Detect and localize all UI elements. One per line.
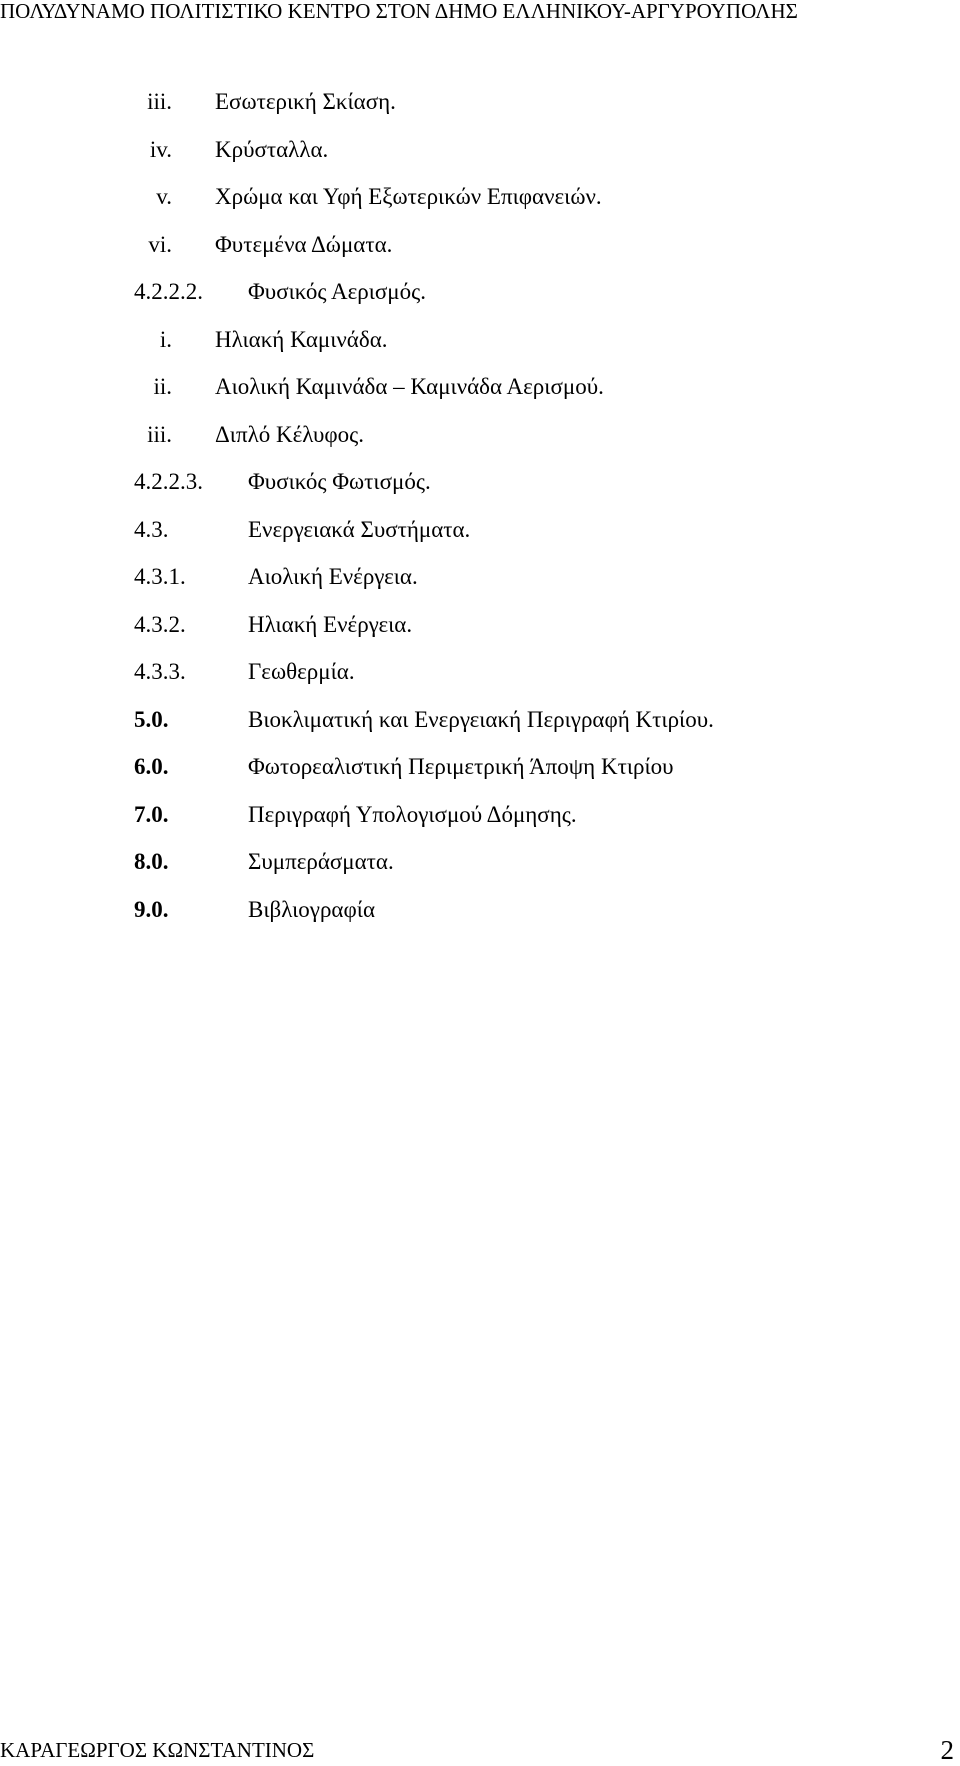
toc-entry[interactable] (0, 411, 960, 459)
header-title: ΠΟΛΥΔΥΝΑΜΟ ΠΟΛΙΤΙΣΤΙΚΟ ΚΕΝΤΡΟ ΣΤΟΝ ΔΗΜΟ ΕΛΛΗΝΙΚΟΥ-ΑΡΓΥΡΟΥΠΟΛΗΣ (0, 0, 798, 22)
toc-entry-number: 7.0. (134, 801, 169, 827)
toc-entry-number: 4.3. (134, 516, 169, 542)
toc-entry-title: Κρύσταλλα. (215, 136, 329, 162)
toc-entry[interactable] (0, 268, 960, 316)
toc-entry-number: 9.0. (134, 896, 169, 922)
toc-entry-title: Ηλιακή Ενέργεια. (248, 611, 413, 637)
toc-entry[interactable] (0, 743, 960, 791)
toc-entry[interactable] (0, 363, 960, 411)
toc-entry-number: 4.2.2.3. (134, 469, 203, 494)
toc-entry-title: Περιγραφή Υπολογισμού Δόμησης. (248, 801, 577, 827)
toc-entry-number: 4.2.2.2. (134, 279, 203, 304)
footer-divider (0, 1735, 960, 1736)
toc-entry-title: Συμπεράσματα. (248, 849, 394, 874)
toc-entry-number: 5.0. (134, 706, 169, 732)
toc-entry[interactable] (0, 886, 960, 934)
toc-entry-title: Βιβλιογραφία (248, 896, 375, 922)
page-number: 2 (940, 1735, 954, 1765)
toc-entry-title: Φυτεμένα Δώματα. (215, 231, 393, 257)
table-of-contents (0, 78, 960, 933)
toc-entry-title: Γεωθερμία. (248, 659, 355, 684)
toc-entry-number: vi. (148, 231, 172, 257)
toc-entry[interactable] (0, 648, 960, 696)
toc-entry[interactable] (0, 791, 960, 839)
toc-entry[interactable] (0, 221, 960, 269)
toc-entry-number: 4.3.2. (134, 611, 186, 637)
toc-entry[interactable] (0, 316, 960, 364)
toc-entry-title: Βιοκλιματική και Ενεργειακή Περιγραφή Κτιρίου. (248, 706, 714, 732)
toc-entry-title: Φωτορεαλιστική Περιμετρική Άποψη Κτιρίου (248, 754, 674, 779)
toc-entry-title: Χρώμα και Υφή Εξωτερικών Επιφανειών. (215, 184, 602, 209)
page-header (0, 0, 960, 22)
toc-entry[interactable] (0, 78, 960, 126)
toc-entry[interactable] (0, 838, 960, 886)
toc-entry-number: 6.0. (134, 754, 169, 779)
toc-entry-number: v. (156, 184, 172, 209)
toc-entry-number: ii. (153, 374, 172, 399)
toc-entry[interactable] (0, 696, 960, 744)
toc-entry-title: Ενεργειακά Συστήματα. (248, 516, 471, 542)
toc-entry-number: iii. (147, 89, 172, 114)
toc-entry-title: Φυσικός Αερισμός. (248, 279, 426, 304)
toc-entry-title: Ηλιακή Καμινάδα. (215, 326, 388, 352)
toc-entry[interactable] (0, 553, 960, 601)
footer-author: ΚΑΡΑΓΕΩΡΓΟΣ ΚΩΝΣΤΑΝΤΙΝΟΣ (0, 1738, 315, 1762)
toc-entry[interactable] (0, 126, 960, 174)
toc-entry-number: 8.0. (134, 849, 169, 874)
toc-entry-number: iii. (147, 421, 172, 447)
toc-entry-title: Αιολική Ενέργεια. (248, 564, 418, 589)
toc-entry-number: 4.3.3. (134, 659, 186, 684)
toc-entry-title: Φυσικός Φωτισμός. (248, 469, 431, 494)
toc-entry-number: iv. (149, 136, 172, 162)
toc-entry-number: 4.3.1. (134, 564, 186, 589)
toc-entry[interactable] (0, 458, 960, 506)
toc-entry-title: Διπλό Κέλυφος. (215, 421, 365, 447)
toc-entry[interactable] (0, 601, 960, 649)
toc-entry-title: Αιολική Καμινάδα – Καμινάδα Αερισμού. (215, 374, 604, 399)
toc-entry-title: Εσωτερική Σκίαση. (215, 89, 396, 114)
toc-entry[interactable] (0, 173, 960, 221)
toc-entry-number: i. (159, 326, 172, 352)
toc-entry[interactable] (0, 506, 960, 554)
